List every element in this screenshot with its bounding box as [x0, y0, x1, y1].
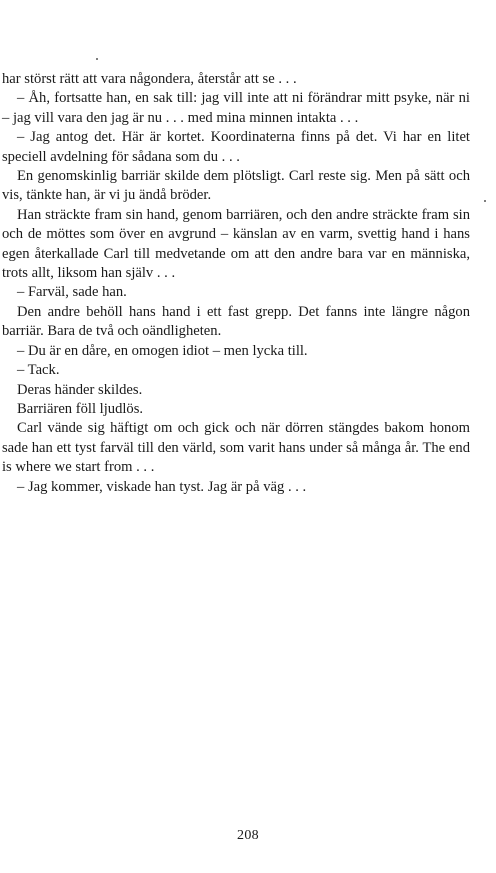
- paragraph: Deras händer skildes.: [17, 381, 143, 398]
- paragraph: Carl vände sig häftigt om och gick och när dörren stängdes bakom honom sade han ett tyst farväl till den värld, som varit hans under så många år. The end is where we start from . . .: [2, 420, 470, 476]
- paragraph: Han sträckte fram sin hand, genom barriären, och den andre sträckte fram sin och de möttes som över en avgrund – känslan av en varm, svettig hand i hans egen återkallade Carl till medvetande om att den andre bara var en människa, trots allt, liksom han själv . . .: [2, 206, 470, 282]
- print-speck: [484, 200, 486, 202]
- print-speck: [96, 58, 98, 60]
- body-text: [2, 70, 470, 497]
- paragraph: Den andre behöll hans hand i ett fast grepp. Det fanns inte längre någon barriär. Bara de två och oändligheten.: [2, 303, 470, 340]
- paragraph: har störst rätt att vara någondera, återstår att se . . .: [2, 71, 297, 87]
- paragraph: – Du är en dåre, en omogen idiot – men lycka till.: [17, 342, 308, 359]
- paragraph: – Åh, fortsatte han, en sak till: jag vill inte att ni förändrar mitt psyke, när ni – jag vill vara den jag är nu . . . med mina minnen intakta . . .: [2, 90, 470, 126]
- paragraph: – Jag antog det. Här är kortet. Koordinaterna finns på det. Vi har en litet speciell avdelning för sådana som du . . .: [2, 129, 470, 165]
- paragraph: – Farväl, sade han.: [17, 284, 127, 301]
- paragraph: – Jag kommer, viskade han tyst. Jag är på väg . . .: [17, 478, 307, 495]
- paragraph: En genomskinlig barriär skilde dem plötsligt. Carl reste sig. Men på sätt och vis, tänkte han, är vi ju ändå bröder.: [2, 168, 470, 204]
- page-number: 208: [237, 828, 259, 843]
- paragraph: – Tack.: [17, 362, 60, 379]
- paragraph: Barriären föll ljudlös.: [17, 400, 144, 417]
